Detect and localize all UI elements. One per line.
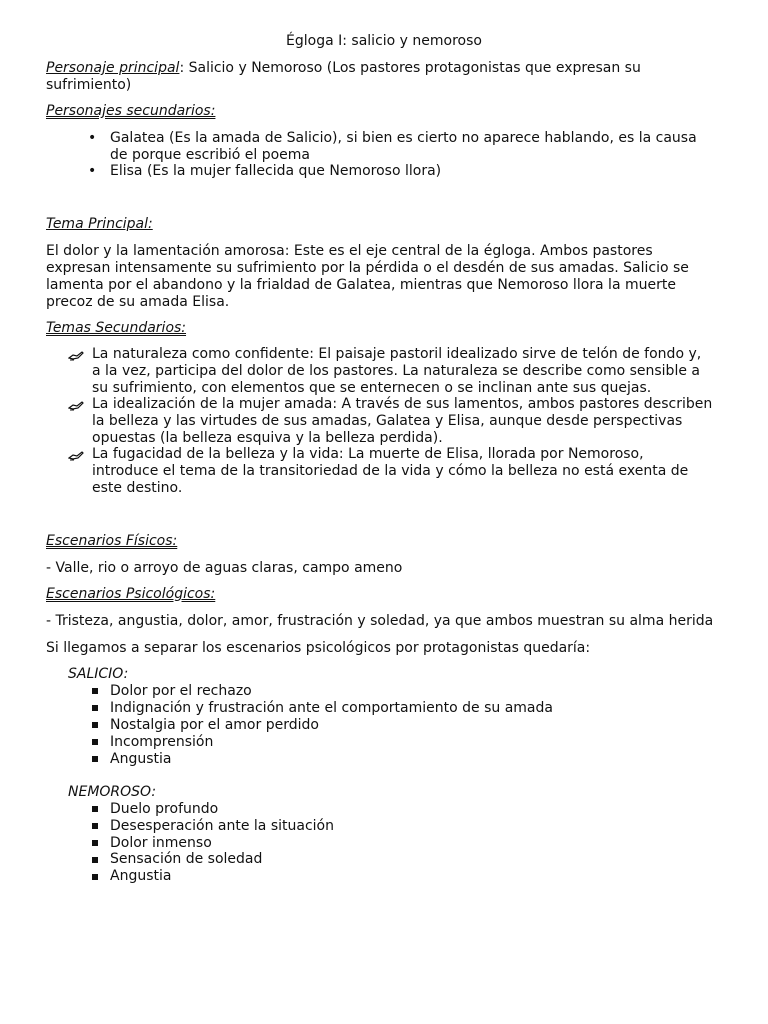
square-bullet-icon xyxy=(92,739,98,745)
square-bullet-icon xyxy=(92,840,98,846)
square-bullet-icon xyxy=(92,857,98,863)
tema-principal-heading: Tema Principal: xyxy=(46,216,153,232)
nemoroso-heading: NEMOROSO: xyxy=(68,784,157,800)
tema-secundario-line: La naturaleza como confidente: El paisaje pastoril idealizado sirve de telón de fondo y, xyxy=(92,346,702,362)
salicio-heading: SALICIO: xyxy=(68,666,129,682)
salicio-item: Angustia xyxy=(110,751,172,767)
tema-principal-line: precoz de su amada Elisa. xyxy=(46,294,230,310)
salicio-item: Nostalgia por el amor perdido xyxy=(110,717,319,733)
secundario-item-galatea-cont: de porque escribió el poema xyxy=(110,147,311,163)
nemoroso-item: Dolor inmenso xyxy=(110,835,212,851)
escenarios-psicologicos-text: - Tristeza, angustia, dolor, amor, frustración y soledad, ya que ambos muestran su alma herida xyxy=(46,613,714,629)
secundario-item-elisa: Elisa (Es la mujer fallecida que Nemoroso llora) xyxy=(110,163,442,179)
tema-secundario-line: a la vez, participa del dolor de los pastores. La naturaleza se describe como sensible a xyxy=(92,363,700,379)
escenarios-fisicos-text: - Valle, rio o arroyo de aguas claras, campo ameno xyxy=(46,560,403,576)
writing-hand-icon xyxy=(68,449,84,461)
salicio-item: Dolor por el rechazo xyxy=(110,683,252,699)
personaje-principal-text: : Salicio y Nemoroso (Los pastores protagonistas que expresan su xyxy=(179,60,641,76)
tema-secundario-line: La idealización de la mujer amada: A través de sus lamentos, ambos pastores describen xyxy=(92,396,713,412)
secundario-item-galatea: Galatea (Es la amada de Salicio), si bien es cierto no aparece hablando, es la causa xyxy=(110,130,697,146)
personaje-principal-label: Personaje principal xyxy=(46,60,180,76)
tema-secundario-line: su sufrimiento, con elementos que se enternecen o se inclinan ante sus quejas. xyxy=(92,380,652,396)
tema-principal-line: expresan intensamente su sufrimiento por la pérdida o el desdén de sus amadas. Salicio se xyxy=(46,260,689,276)
escenarios-psicologicos-heading: Escenarios Psicológicos: xyxy=(46,586,216,602)
temas-secundarios-heading: Temas Secundarios: xyxy=(46,320,187,336)
square-bullet-icon xyxy=(92,688,98,694)
square-bullet-icon xyxy=(92,705,98,711)
escenarios-fisicos-heading: Escenarios Físicos: xyxy=(46,533,178,549)
nemoroso-item: Desesperación ante la situación xyxy=(110,818,334,834)
tema-secundario-line: este destino. xyxy=(92,480,183,496)
bullet-dot-icon: • xyxy=(88,130,97,146)
writing-hand-icon xyxy=(68,399,84,411)
nemoroso-item: Angustia xyxy=(110,868,172,884)
nemoroso-item: Duelo profundo xyxy=(110,801,219,817)
square-bullet-icon xyxy=(92,823,98,829)
nemoroso-item: Sensación de soledad xyxy=(110,851,263,867)
salicio-item: Incomprensión xyxy=(110,734,214,750)
tema-secundario-line: introduce el tema de la transitoriedad de la vida y cómo la belleza no está exenta de xyxy=(92,463,689,479)
document-title: Égloga I: salicio y nemoroso xyxy=(286,33,482,49)
personaje-principal-text-cont: sufrimiento) xyxy=(46,77,132,93)
personajes-secundarios-heading: Personajes secundarios: xyxy=(46,103,216,119)
tema-principal-line: El dolor y la lamentación amorosa: Este es el eje central de la égloga. Ambos pastores xyxy=(46,243,653,259)
bullet-dot-icon: • xyxy=(88,163,97,179)
personaje-principal-line xyxy=(46,60,641,77)
square-bullet-icon xyxy=(92,874,98,880)
square-bullet-icon xyxy=(92,756,98,762)
tema-principal-line: lamenta por el abandono y la frialdad de Galatea, mientras que Nemoroso llora la muerte xyxy=(46,277,676,293)
square-bullet-icon xyxy=(92,722,98,728)
salicio-item: Indignación y frustración ante el comportamiento de su amada xyxy=(110,700,553,716)
writing-hand-icon xyxy=(68,349,84,361)
tema-secundario-line: La fugacidad de la belleza y la vida: La muerte de Elisa, llorada por Nemoroso, xyxy=(92,446,644,462)
tema-secundario-line: la belleza y las virtudes de sus amadas, Galatea y Elisa, aunque desde perspectivas xyxy=(92,413,683,429)
square-bullet-icon xyxy=(92,806,98,812)
tema-secundario-line: opuestas (la belleza esquiva y la belleza perdida). xyxy=(92,430,443,446)
escenarios-psicologicos-intro: Si llegamos a separar los escenarios psicológicos por protagonistas quedaría: xyxy=(46,640,591,656)
